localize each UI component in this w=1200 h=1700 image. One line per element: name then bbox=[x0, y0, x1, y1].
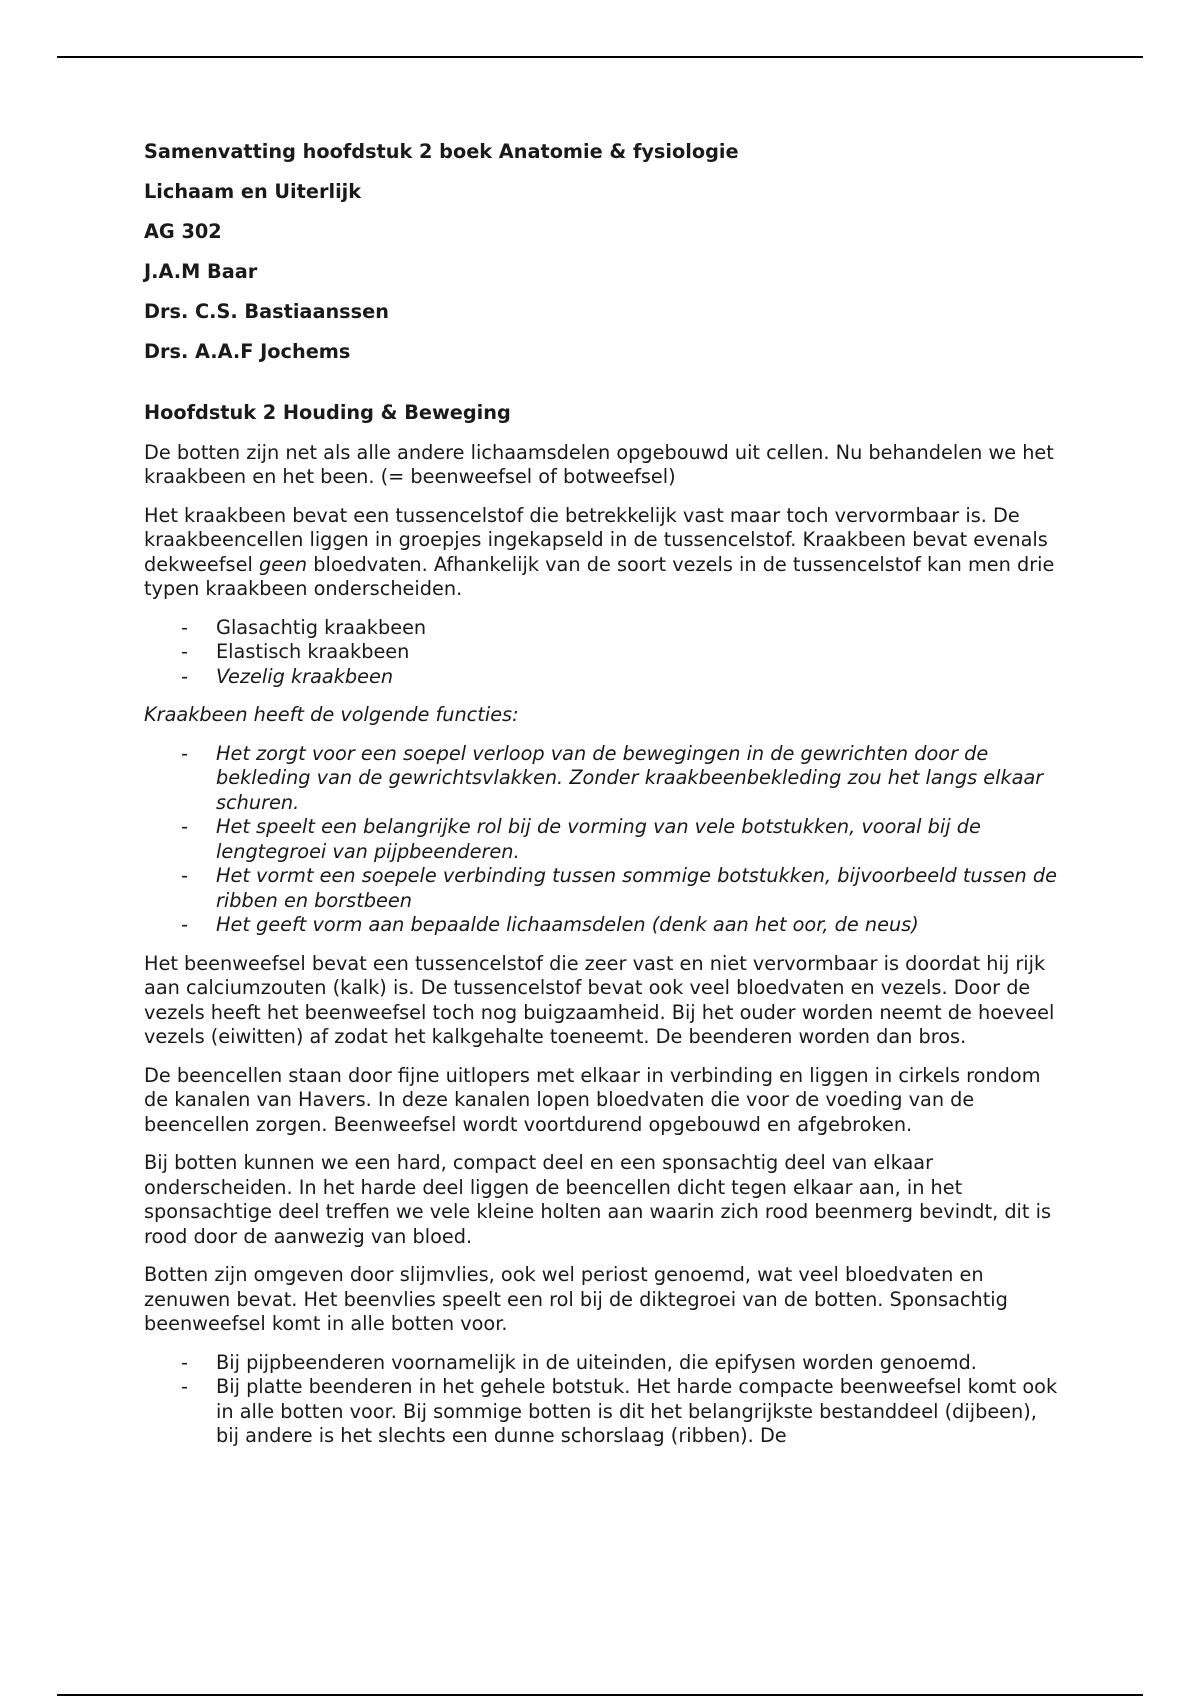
author: J.A.M Baar bbox=[144, 260, 258, 283]
list-item: - Het geeft vorm aan bepaalde lichaamsdelen (denk aan het oor, de neus) bbox=[144, 913, 1064, 938]
page-bottom-rule bbox=[57, 1694, 1143, 1696]
paragraph bbox=[144, 504, 1064, 602]
functions-list bbox=[144, 742, 1064, 938]
paragraph-text: bloedvaten. Afhankelijk van de soort vezels in de tussencelstof kan men drie typen kraakbeen onderscheiden. bbox=[144, 552, 1055, 600]
section-heading: Hoofdstuk 2 Houding & Beweging bbox=[144, 401, 511, 424]
author: Drs. C.S. Bastiaanssen bbox=[144, 300, 389, 323]
list-item: - Vezelig kraakbeen bbox=[144, 665, 1064, 690]
functions-intro: Kraakbeen heeft de volgende functies: bbox=[144, 703, 519, 726]
document-subtitle: Lichaam en Uiterlijk bbox=[144, 180, 362, 203]
cartilage-types-list bbox=[144, 616, 1064, 690]
paragraph-text: Het kraakbeen bevat een tussencelstof die betrekkelijk vast maar toch vervormbaar is. De kraakbeencellen liggen in groepjes ingekapseld in de tussencelstof. Kraakbeen bevat evenals dekweefsel bbox=[144, 503, 1048, 576]
spacer bbox=[144, 380, 1064, 401]
list-item: - Het zorgt voor een soepel verloop van de bewegingen in de gewrichten door de bekleding van de gewrichtsvlakken. Zonder kraakbeenbekleding zou het langs elkaar schuren. bbox=[144, 742, 1064, 816]
list-item: - Bij pijpbeenderen voornamelijk in de uiteinden, die epifysen worden genoemd. bbox=[144, 1351, 1064, 1376]
list-item: - Glasachtig kraakbeen bbox=[144, 616, 1064, 641]
occurrence-list bbox=[144, 1351, 1064, 1449]
author: Drs. A.A.F Jochems bbox=[144, 340, 351, 363]
document-body bbox=[144, 140, 1064, 1463]
paragraph: Botten zijn omgeven door slijmvlies, ook wel periost genoemd, wat veel bloedvaten en zenuwen bevat. Het beenvlies speelt een rol bij de diktegroei van de botten. Sponsachtig beenweefsel komt in alle botten voor. bbox=[144, 1263, 1008, 1335]
list-item: - Elastisch kraakbeen bbox=[144, 640, 1064, 665]
paragraph: De beencellen staan door fijne uitlopers met elkaar in verbinding en liggen in cirkels rondom de kanalen van Havers. In deze kanalen lopen bloedvaten die voor de voeding van de beencellen zorgen. Beenweefsel wordt voortdurend opgebouwd en afgebroken. bbox=[144, 1063, 1041, 1136]
emphasis-text: geen bbox=[258, 552, 308, 576]
paragraph: Het beenweefsel bevat een tussencelstof die zeer vast en niet vervormbaar is doordat hij rijk aan calciumzouten (kalk) is. De tussencelstof bevat ook veel bloedvaten en vezels. Door de vezels heeft het beenweefsel toch nog buigzaamheid. Bij het ouder worden neemt de hoeveel vezels (eiwitten) af zodat het kalkgehalte toeneemt. De beenderen worden dan bros. bbox=[144, 951, 1055, 1048]
paragraph: Bij botten kunnen we een hard, compact deel en een sponsachtig deel van elkaar onderscheiden. In het harde deel liggen de beencellen dicht tegen elkaar aan, in het sponsachtige deel treffen we vele kleine holten aan waarin zich rood beenmerg bevindt, dit is rood door de aanwezig van bloed. bbox=[144, 1151, 1052, 1248]
document-title: Samenvatting hoofdstuk 2 boek Anatomie & fysiologie bbox=[144, 140, 739, 163]
paragraph: De botten zijn net als alle andere lichaamsdelen opgebouwd uit cellen. Nu behandelen we het kraakbeen en het been. (= beenweefsel of botweefsel) bbox=[144, 440, 1054, 488]
page-top-rule bbox=[57, 56, 1143, 58]
course-code: AG 302 bbox=[144, 220, 222, 243]
list-item: - Het vormt een soepele verbinding tussen sommige botstukken, bijvoorbeeld tussen de ribben en borstbeen bbox=[144, 864, 1064, 913]
list-item: - Het speelt een belangrijke rol bij de vorming van vele botstukken, vooral bij de lengtegroei van pijpbeenderen. bbox=[144, 815, 1064, 864]
list-item: - Bij platte beenderen in het gehele botstuk. Het harde compacte beenweefsel komt ook in alle botten voor. Bij sommige botten is dit het belangrijkste bestanddeel (dijbeen), bij andere is het slechts een dunne schorslaag (ribben). De bbox=[144, 1375, 1064, 1449]
